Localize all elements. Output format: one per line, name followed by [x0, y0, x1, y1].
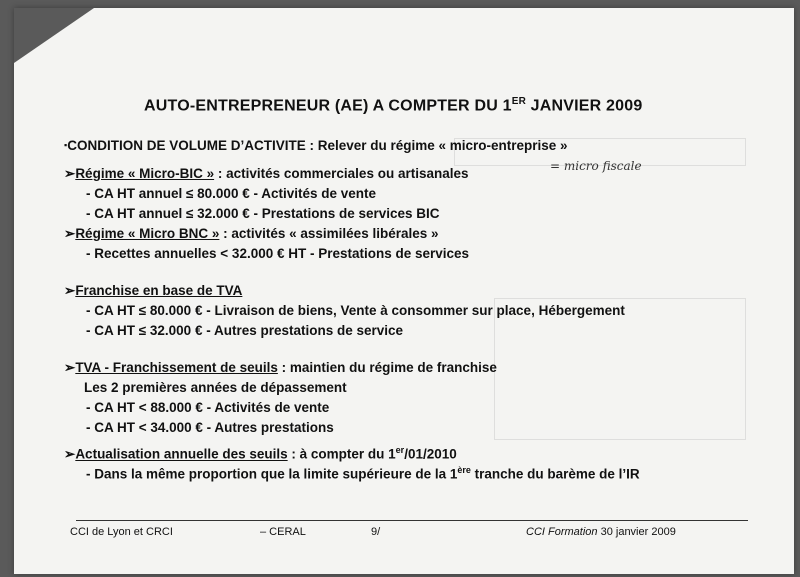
micro-bnc-item-1: - Recettes annuelles < 32.000 € HT - Prestations de services — [86, 246, 470, 261]
handwritten-note: = micro fiscale — [550, 159, 642, 173]
footer-divider — [76, 520, 748, 521]
micro-bnc-heading: ➢Régime « Micro BNC » : activités « assimilées libérales » — [64, 226, 439, 241]
footer-date: CCI Formation 30 janvier 2009 — [526, 526, 676, 538]
franchise-item-1: - CA HT ≤ 80.000 € - Livraison de biens, Vente à consommer sur place, Hébergement — [86, 303, 625, 318]
tva-seuils-heading: ➢TVA - Franchissement de seuils : maintien du régime de franchise — [64, 360, 497, 375]
page-title: AUTO-ENTREPRENEUR (AE) A COMPTER DU 1ER JANVIER 2009 — [144, 96, 643, 115]
condition-line: ▪CONDITION DE VOLUME D’ACTIVITE : Relever du régime « micro-entreprise » — [64, 138, 568, 153]
folded-corner — [14, 8, 94, 63]
micro-bic-item-2: - CA HT annuel ≤ 32.000 € - Prestations de services BIC — [86, 206, 440, 221]
bleed-through-table — [494, 298, 746, 440]
tva-seuils-item-2: - CA HT < 34.000 € - Autres prestations — [86, 420, 334, 435]
footer-department: – CERAL — [260, 526, 306, 538]
micro-bic-heading: ➢Régime « Micro-BIC » : activités commerciales ou artisanales — [64, 166, 469, 181]
tva-seuils-sub: Les 2 premières années de dépassement — [84, 380, 347, 395]
footer-organization: CCI de Lyon et CRCI — [70, 526, 173, 538]
franchise-item-2: - CA HT ≤ 32.000 € - Autres prestations de service — [86, 323, 404, 338]
tva-seuils-item-1: - CA HT < 88.000 € - Activités de vente — [86, 400, 330, 415]
actualisation-heading: ➢Actualisation annuelle des seuils : à compter du 1er/01/2010 — [64, 445, 457, 462]
footer-page-number: 9/ — [371, 526, 381, 538]
actualisation-item-1: - Dans la même proportion que la limite supérieure de la 1ère tranche du barème de l’IR — [86, 465, 640, 482]
franchise-heading: ➢Franchise en base de TVA — [64, 283, 243, 298]
document-page — [14, 8, 794, 574]
micro-bic-item-1: - CA HT annuel ≤ 80.000 € - Activités de vente — [86, 186, 376, 201]
